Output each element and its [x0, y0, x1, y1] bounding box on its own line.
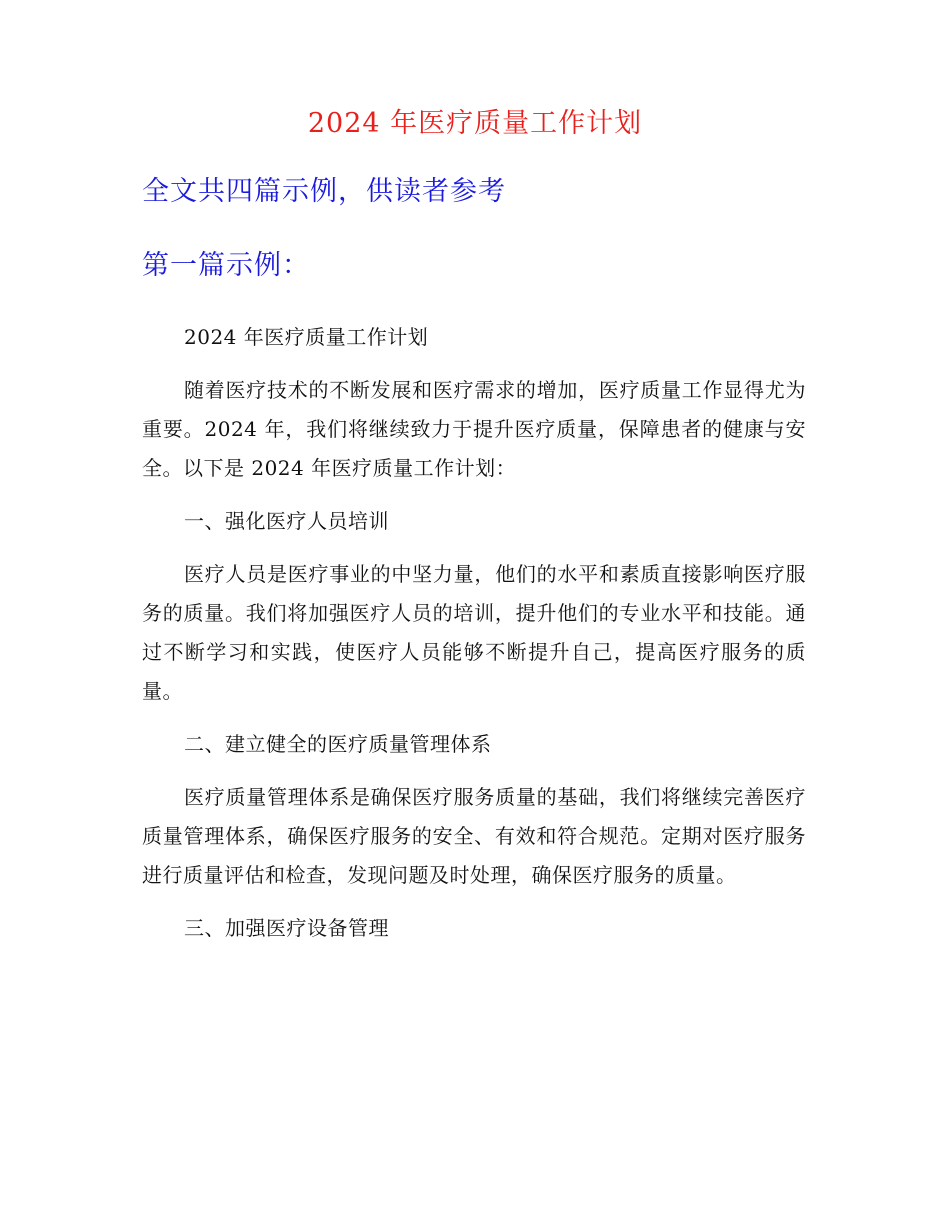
example-heading: 第一篇示例：: [142, 250, 310, 281]
document-title: 2024 年医疗质量工作计划: [307, 108, 643, 139]
document-body: [142, 318, 806, 948]
section-heading-1: 一、强化医疗人员培训: [184, 509, 389, 533]
section-heading-2: 二、建立健全的医疗质量管理体系: [184, 732, 492, 756]
intro-line: 全文共四篇示例，供读者参考: [142, 176, 506, 207]
paragraph-management: 医疗质量管理体系是确保医疗服务质量的基础，我们将继续完善医疗质量管理体系，确保医疗服务的安全、有效和符合规范。定期对医疗服务进行质量评估和检查，发现问题及时处理，确保医疗服务的质量。: [142, 785, 806, 887]
paragraph-intro: 随着医疗技术的不断发展和医疗需求的增加，医疗质量工作显得尤为重要。2024 年，我们将继续致力于提升医疗质量，保障患者的健康与安全。以下是 2024 年医疗质量工作计划：: [142, 378, 806, 480]
paragraph-training: 医疗人员是医疗事业的中坚力量，他们的水平和素质直接影响医疗服务的质量。我们将加强医疗人员的培训，提升他们的专业水平和技能。通过不断学习和实践，使医疗人员能够不断提升自己，提高医疗服务的质量。: [142, 562, 806, 703]
sub-title: 2024 年医疗质量工作计划: [184, 325, 429, 349]
section-heading-3: 三、加强医疗设备管理: [184, 916, 389, 940]
